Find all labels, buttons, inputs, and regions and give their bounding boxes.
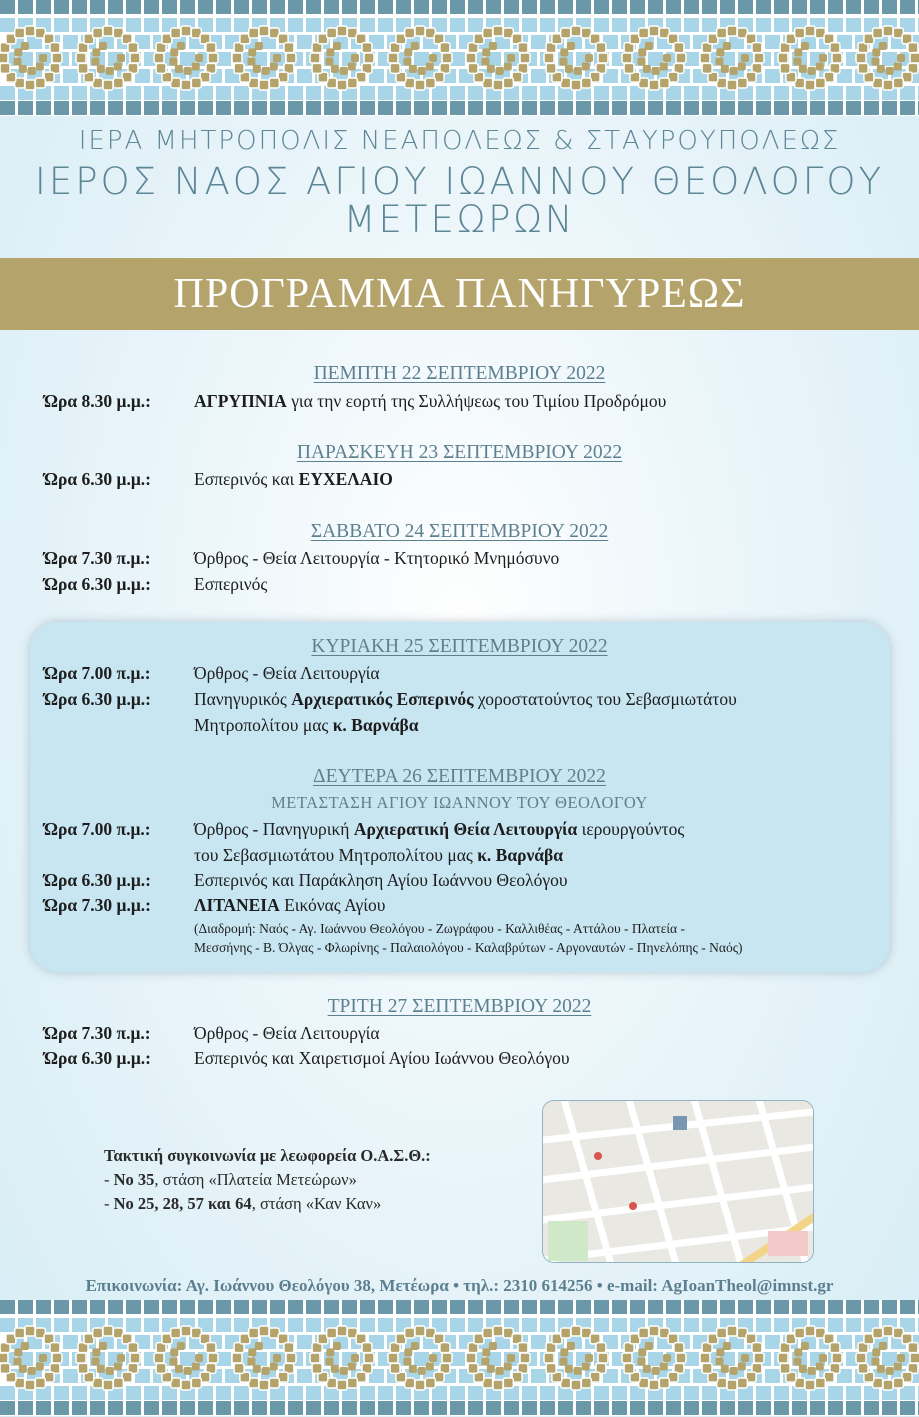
day-heading: ΣΑΒΒΑΤΟ 24 ΣΕΠΤΕΜΒΡΙΟΥ 2022 [310,521,609,542]
time: Ώρα 6.30 μ.μ.: [44,870,151,890]
day-heading: ΤΡΙΤΗ 27 ΣΕΠΤΕΜΒΡΙΟΥ 2022 [327,996,592,1017]
program-banner: ΠΡΟΓΡΑΜΜΑ ΠΑΝΗΓΥΡΕΩΣ [0,258,919,330]
metropolis-title: ΙΕΡΑ ΜΗΤΡΟΠΟΛΙΣ ΝΕΑΠΟΛΕΩΣ & ΣΤΑΥΡΟΥΠΟΛΕΩΣ [78,126,841,156]
time: Ώρα 7.30 π.μ.: [44,548,151,568]
time: Ώρα 8.30 μ.μ.: [44,391,151,411]
mosaic-border-bottom [0,1300,919,1417]
bus-line: - Νο 25, 28, 57 και 64, στάση «Καν Καν» [104,1194,382,1213]
procession-route: Μεσσήνης - Β. Όλγας - Φλωρίνης - Παλαιολόγου - Καλαβρύτων - Αργοναυτών - Πηνελόπης - Ναός) [194,940,743,955]
day-subheading: ΜΕΤΑΣΤΑΣΗ ΑΓΙΟΥ ΙΩΑΝΝΟΥ ΤΟΥ ΘΕΟΛΟΓΟΥ [271,793,648,812]
church-title: ΙΕΡΟΣ ΝΑΟΣ ΑΓΙΟΥ ΙΩΑΝΝΟΥ ΘΕΟΛΟΓΟΥ [34,160,885,203]
street-map-icon [543,1101,814,1263]
mosaic-border-top [0,0,919,116]
day-heading: ΠΕΜΠΤΗ 22 ΣΕΠΤΕΜΒΡΙΟΥ 2022 [313,363,606,384]
time: Ώρα 7.30 μ.μ.: [44,895,151,915]
time: Ώρα 7.30 π.μ.: [44,1023,151,1043]
day-heading: ΠΑΡΑΣΚΕΥΗ 23 ΣΕΠΤΕΜΒΡΙΟΥ 2022 [296,442,623,463]
bus-line: - Νο 35, στάση «Πλατεία Μετεώρων» [104,1170,357,1189]
time: Ώρα 7.00 π.μ.: [44,819,151,839]
time: Ώρα 7.00 π.μ.: [44,663,151,683]
transport-title: Τακτική συγκοινωνία με λεωφορεία Ο.Α.Σ.Θ.: [104,1146,431,1165]
procession-route: (Διαδρομή: Ναός - Αγ. Ιωάννου Θεολόγου - Ζωγράφου - Καλλιθέας - Αττάλου - Πλατεία - [194,921,685,936]
time: Ώρα 6.30 μ.μ.: [44,574,151,594]
contact-footer: Επικοινωνία: Αγ. Ιωάννου Θεολόγου 38, Μετέωρα • τηλ.: 2310 614256 • e-mail: AgIoanTheol@imnst.gr [85,1276,834,1295]
time: Ώρα 6.30 μ.μ.: [44,1048,151,1068]
day-heading: ΔΕΥΤΕΡΑ 26 ΣΕΠΤΕΜΒΡΙΟΥ 2022 [313,766,606,787]
church-title-location: ΜΕΤΕΩΡΩΝ [343,198,576,241]
location-map[interactable] [542,1100,814,1263]
time: Ώρα 6.30 μ.μ.: [44,689,151,709]
day-heading: ΚΥΡΙΑΚΗ 25 ΣΕΠΤΕΜΒΡΙΟΥ 2022 [311,636,608,657]
time: Ώρα 6.30 μ.μ.: [44,469,151,489]
